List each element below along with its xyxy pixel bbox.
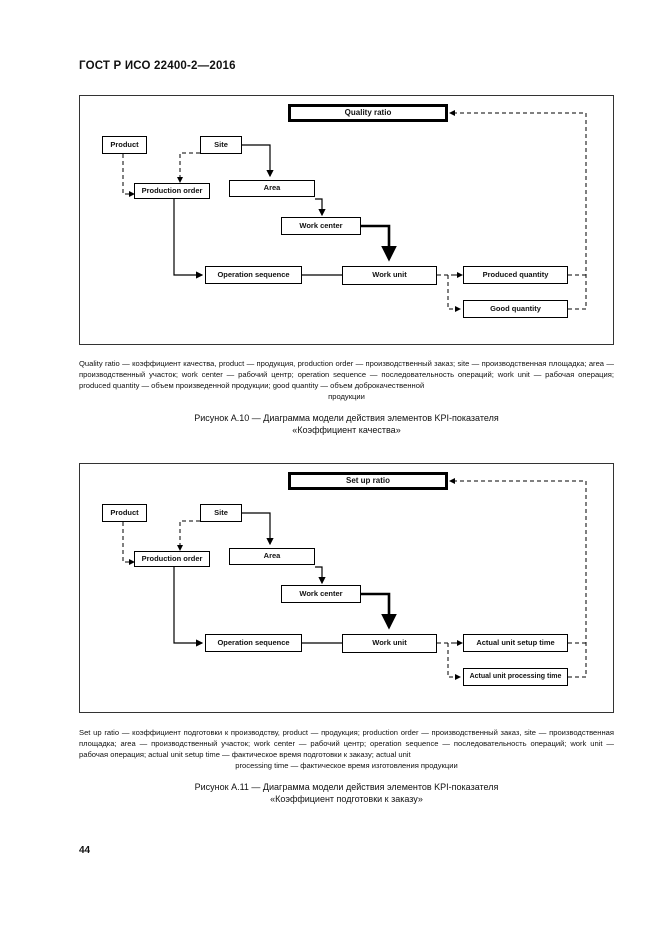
- operation-sequence-node: Operation sequence: [205, 266, 302, 284]
- operation-sequence-node: Operation sequence: [205, 634, 302, 652]
- site-node: Site: [200, 136, 242, 154]
- legend-text-last: продукции: [328, 392, 365, 401]
- production-order-node: Production order: [134, 551, 210, 567]
- product-node: Product: [102, 504, 147, 522]
- kpi-diagram-set-up-ratio: [79, 463, 614, 713]
- area-node: Area: [229, 548, 315, 565]
- work-unit-node: Work unit: [342, 634, 437, 653]
- work-center-node: Work center: [281, 217, 361, 235]
- figure-legend: [79, 358, 614, 402]
- kpi-title-box: Set up ratio: [288, 472, 448, 490]
- production-order-node: Production order: [134, 183, 210, 199]
- figure-caption: [79, 781, 614, 805]
- kpi-title-box: Quality ratio: [288, 104, 448, 122]
- output-node-1: Produced quantity: [463, 266, 568, 284]
- area-node: Area: [229, 180, 315, 197]
- caption-line-2: «Коэффициент подготовки к заказу»: [270, 794, 423, 804]
- page-number: 44: [79, 845, 91, 856]
- caption-line-1: Рисунок А.11 — Диаграмма модели действия элементов KPI-показателя: [194, 782, 499, 792]
- caption-line-1: Рисунок А.10 — Диаграмма модели действия элементов KPI-показателя: [194, 413, 499, 423]
- product-node: Product: [102, 136, 147, 154]
- site-node: Site: [200, 504, 242, 522]
- kpi-diagram-quality-ratio: [79, 95, 614, 345]
- legend-text: Quality ratio — коэффициент качества, product — продукция, production order — производственный заказ; site — производственная площадка; area — производственный участок; work center — рабочий центр; operation sequence — последовательность операций; work unit — рабочая операция; produced quantity — объем произведенной продукции; good quantity — объем доброкачественной: [79, 359, 614, 390]
- output-node-2: Good quantity: [463, 300, 568, 318]
- figure-caption: [79, 412, 614, 436]
- caption-line-2: «Коэффициент качества»: [292, 425, 401, 435]
- work-unit-node: Work unit: [342, 266, 437, 285]
- legend-text: Set up ratio — коэффициент подготовки к производству, product — продукция; production order — производственный заказ, site — производственная площадка; area — производственный участок; work center — рабочий центр; operation sequence — последовательность операций; work unit — рабочая операция; actual unit setup time — фактическое время подготовки к заказу; actual unit: [79, 728, 614, 759]
- output-node-2: Actual unit processing time: [463, 668, 568, 686]
- work-center-node: Work center: [281, 585, 361, 603]
- legend-text-last: processing time — фактическое время изготовления продукции: [235, 761, 458, 770]
- document-header: ГОСТ Р ИСО 22400-2—2016: [79, 60, 236, 72]
- figure-legend: [79, 727, 614, 771]
- output-node-1: Actual unit setup time: [463, 634, 568, 652]
